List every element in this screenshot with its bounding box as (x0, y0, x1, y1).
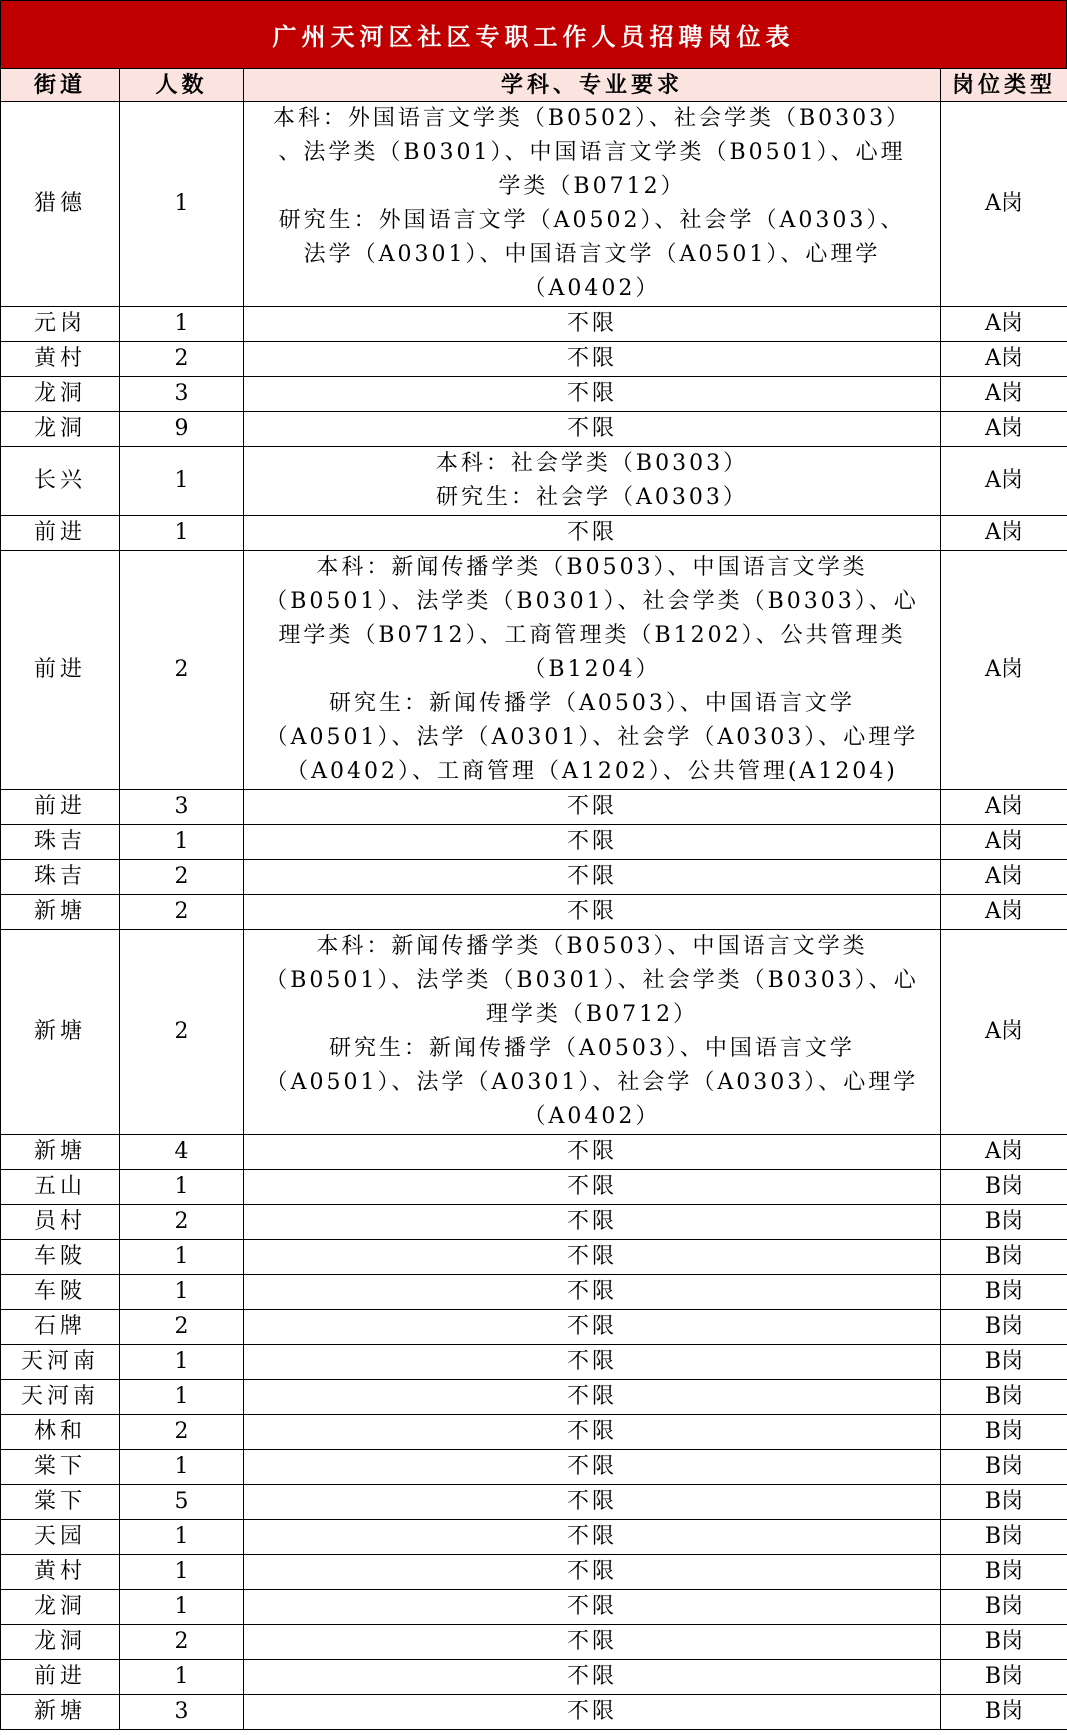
count-cell: 5 (120, 1485, 244, 1520)
street-cell: 天河南 (1, 1380, 120, 1415)
major-cell (244, 1415, 941, 1450)
street-cell: 珠吉 (1, 860, 120, 895)
type-cell: B岗 (941, 1205, 1067, 1240)
major-cell (244, 516, 941, 551)
count-cell: 9 (120, 412, 244, 447)
street-cell: 前进 (1, 551, 120, 790)
major-line: 不限 (566, 1629, 617, 1654)
street-cell: 车陂 (1, 1240, 120, 1275)
header-row (1, 69, 1067, 102)
table-row (1, 1380, 1067, 1415)
count-cell: 1 (120, 1450, 244, 1485)
street-cell: 前进 (1, 1660, 120, 1695)
major-cell (244, 1485, 941, 1520)
count-cell: 3 (120, 790, 244, 825)
type-cell: B岗 (941, 1310, 1067, 1345)
street-cell: 前进 (1, 790, 120, 825)
major-line: 不限 (566, 1244, 617, 1269)
major-cell (244, 930, 941, 1135)
type-cell: B岗 (941, 1625, 1067, 1660)
count-cell: 1 (120, 825, 244, 860)
type-cell: A岗 (941, 412, 1067, 447)
table-row (1, 1310, 1067, 1345)
street-cell: 猎德 (1, 102, 120, 307)
major-line: 不限 (566, 1454, 617, 1479)
type-cell: A岗 (941, 895, 1067, 930)
count-cell: 1 (120, 1275, 244, 1310)
page-title: 广州天河区社区专职工作人员招聘岗位表 (0, 0, 1067, 68)
major-cell (244, 1135, 941, 1170)
table-row (1, 1415, 1067, 1450)
header-count: 人数 (120, 69, 244, 102)
table-row (1, 895, 1067, 930)
table-row (1, 1520, 1067, 1555)
major-cell (244, 342, 941, 377)
table-row (1, 1170, 1067, 1205)
major-line: 本科：社会学类（B0303） (435, 451, 749, 476)
type-cell: B岗 (941, 1380, 1067, 1415)
major-cell (244, 1450, 941, 1485)
major-cell (244, 307, 941, 342)
table-row (1, 790, 1067, 825)
count-cell: 1 (120, 1240, 244, 1275)
major-line: 理学类（B0712） (485, 1002, 699, 1027)
type-cell: A岗 (941, 377, 1067, 412)
count-cell: 2 (120, 895, 244, 930)
major-cell (244, 412, 941, 447)
count-cell: 2 (120, 1310, 244, 1345)
table-row (1, 1240, 1067, 1275)
table-row (1, 342, 1067, 377)
type-cell: B岗 (941, 1275, 1067, 1310)
table-row (1, 1485, 1067, 1520)
major-line: 不限 (566, 1349, 617, 1374)
major-line: 不限 (566, 381, 617, 406)
major-cell (244, 1240, 941, 1275)
major-line: 不限 (566, 1384, 617, 1409)
type-cell: A岗 (941, 516, 1067, 551)
street-cell: 龙洞 (1, 377, 120, 412)
table-row (1, 102, 1067, 307)
street-cell: 黄村 (1, 1555, 120, 1590)
major-cell (244, 1205, 941, 1240)
street-cell: 五山 (1, 1170, 120, 1205)
major-cell (244, 1310, 941, 1345)
street-cell: 长兴 (1, 447, 120, 516)
major-line: 法学（A0301）、中国语言文学（A0501）、心理学 (303, 242, 881, 267)
major-line: 研究生：外国语言文学（A0502）、社会学（A0303）、 (278, 208, 906, 233)
type-cell: A岗 (941, 342, 1067, 377)
table-row (1, 1450, 1067, 1485)
table-row (1, 1135, 1067, 1170)
major-line: （B0501）、法学类（B0301）、社会学类（B0303）、心 (265, 968, 919, 993)
major-line: 不限 (566, 1664, 617, 1689)
major-line: 不限 (566, 416, 617, 441)
type-cell: B岗 (941, 1520, 1067, 1555)
major-cell (244, 895, 941, 930)
major-cell (244, 1555, 941, 1590)
count-cell: 1 (120, 1170, 244, 1205)
street-cell: 龙洞 (1, 1590, 120, 1625)
major-line: 研究生：社会学（A0303） (436, 485, 748, 510)
street-cell: 天河南 (1, 1345, 120, 1380)
table-row (1, 1625, 1067, 1660)
major-line: 不限 (566, 1279, 617, 1304)
major-cell (244, 860, 941, 895)
major-line: 不限 (566, 1139, 617, 1164)
count-cell: 1 (120, 102, 244, 307)
count-cell: 1 (120, 1555, 244, 1590)
count-cell: 2 (120, 342, 244, 377)
major-cell (244, 447, 941, 516)
count-cell: 1 (120, 1590, 244, 1625)
type-cell: B岗 (941, 1485, 1067, 1520)
major-cell (244, 825, 941, 860)
table-row (1, 551, 1067, 790)
type-cell: B岗 (941, 1345, 1067, 1380)
table-row (1, 1590, 1067, 1625)
count-cell: 1 (120, 1380, 244, 1415)
major-line: 不限 (566, 1524, 617, 1549)
recruitment-table (0, 68, 1067, 1730)
major-line: 不限 (566, 1594, 617, 1619)
table-row (1, 447, 1067, 516)
major-line: 不限 (566, 1559, 617, 1584)
table-row (1, 1660, 1067, 1695)
major-line: （A0402）、工商管理（A1202）、公共管理(A1204) (286, 759, 898, 784)
major-line: （B1204） (523, 657, 661, 682)
table-row (1, 1555, 1067, 1590)
header-type: 岗位类型 (941, 69, 1067, 102)
major-cell (244, 1660, 941, 1695)
major-line: 理学类（B0712）、工商管理类（B1202）、公共管理类 (278, 623, 906, 648)
street-cell: 元岗 (1, 307, 120, 342)
type-cell: A岗 (941, 860, 1067, 895)
table-row (1, 860, 1067, 895)
street-cell: 棠下 (1, 1485, 120, 1520)
major-line: （A0501）、法学（A0301）、社会学（A0303）、心理学 (265, 725, 919, 750)
count-cell: 4 (120, 1135, 244, 1170)
street-cell: 龙洞 (1, 1625, 120, 1660)
major-line: 不限 (566, 1314, 617, 1339)
count-cell: 1 (120, 307, 244, 342)
header-street: 街道 (1, 69, 120, 102)
major-cell (244, 790, 941, 825)
count-cell: 1 (120, 1345, 244, 1380)
type-cell: B岗 (941, 1415, 1067, 1450)
table-row (1, 412, 1067, 447)
street-cell: 新塘 (1, 895, 120, 930)
street-cell: 龙洞 (1, 412, 120, 447)
type-cell: B岗 (941, 1170, 1067, 1205)
major-cell (244, 1590, 941, 1625)
type-cell: A岗 (941, 1135, 1067, 1170)
table-row (1, 825, 1067, 860)
table-row (1, 1695, 1067, 1730)
street-cell: 珠吉 (1, 825, 120, 860)
type-cell: B岗 (941, 1240, 1067, 1275)
type-cell: A岗 (941, 307, 1067, 342)
type-cell: B岗 (941, 1450, 1067, 1485)
header-major: 学科、专业要求 (244, 69, 941, 102)
major-line: 本科：新闻传播学类（B0503）、中国语言文学类 (316, 934, 868, 959)
type-cell: A岗 (941, 825, 1067, 860)
major-line: 本科：外国语言文学类（B0502）、社会学类（B0303） (272, 106, 912, 131)
table-row (1, 307, 1067, 342)
major-cell (244, 1520, 941, 1555)
count-cell: 3 (120, 377, 244, 412)
street-cell: 黄村 (1, 342, 120, 377)
major-line: 不限 (566, 794, 617, 819)
major-line: 、法学类（B0301）、中国语言文学类（B0501）、心理 (278, 140, 906, 165)
major-line: 不限 (566, 1419, 617, 1444)
street-cell: 棠下 (1, 1450, 120, 1485)
count-cell: 2 (120, 1625, 244, 1660)
street-cell: 车陂 (1, 1275, 120, 1310)
major-line: 不限 (566, 899, 617, 924)
street-cell: 新塘 (1, 1695, 120, 1730)
type-cell: B岗 (941, 1590, 1067, 1625)
major-line: 本科：新闻传播学类（B0503）、中国语言文学类 (316, 555, 868, 580)
major-cell (244, 1170, 941, 1205)
major-line: 不限 (566, 311, 617, 336)
table-row (1, 516, 1067, 551)
count-cell: 2 (120, 1415, 244, 1450)
major-line: 研究生：新闻传播学（A0503）、中国语言文学 (329, 1036, 855, 1061)
type-cell: A岗 (941, 447, 1067, 516)
type-cell: A岗 (941, 790, 1067, 825)
street-cell: 新塘 (1, 930, 120, 1135)
table-body (1, 102, 1067, 1730)
table-row (1, 377, 1067, 412)
major-line: （A0402） (523, 276, 661, 301)
count-cell: 2 (120, 1205, 244, 1240)
count-cell: 1 (120, 1660, 244, 1695)
major-line: （A0501）、法学（A0301）、社会学（A0303）、心理学 (265, 1070, 919, 1095)
major-cell (244, 1380, 941, 1415)
count-cell: 2 (120, 551, 244, 790)
major-line: （A0402） (523, 1104, 661, 1129)
major-line: 不限 (566, 346, 617, 371)
type-cell: B岗 (941, 1555, 1067, 1590)
type-cell: A岗 (941, 930, 1067, 1135)
street-cell: 员村 (1, 1205, 120, 1240)
count-cell: 2 (120, 930, 244, 1135)
table-row (1, 1275, 1067, 1310)
major-cell (244, 377, 941, 412)
street-cell: 石牌 (1, 1310, 120, 1345)
major-line: 不限 (566, 1209, 617, 1234)
major-line: 研究生：新闻传播学（A0503）、中国语言文学 (329, 691, 855, 716)
major-cell (244, 1345, 941, 1380)
major-line: 不限 (566, 1174, 617, 1199)
street-cell: 天园 (1, 1520, 120, 1555)
major-cell (244, 1275, 941, 1310)
type-cell: A岗 (941, 102, 1067, 307)
major-line: 不限 (566, 829, 617, 854)
major-line: 不限 (566, 1699, 617, 1724)
count-cell: 1 (120, 447, 244, 516)
major-line: 不限 (566, 864, 617, 889)
table-row (1, 1345, 1067, 1380)
type-cell: B岗 (941, 1695, 1067, 1730)
major-cell (244, 551, 941, 790)
count-cell: 1 (120, 516, 244, 551)
type-cell: B岗 (941, 1660, 1067, 1695)
type-cell: A岗 (941, 551, 1067, 790)
count-cell: 1 (120, 1520, 244, 1555)
table-row (1, 1205, 1067, 1240)
major-line: 不限 (566, 520, 617, 545)
major-cell (244, 102, 941, 307)
street-cell: 新塘 (1, 1135, 120, 1170)
major-line: （B0501）、法学类（B0301）、社会学类（B0303）、心 (265, 589, 919, 614)
major-cell (244, 1695, 941, 1730)
table-row (1, 930, 1067, 1135)
major-line: 不限 (566, 1489, 617, 1514)
major-cell (244, 1625, 941, 1660)
street-cell: 林和 (1, 1415, 120, 1450)
street-cell: 前进 (1, 516, 120, 551)
table-header (1, 69, 1067, 102)
count-cell: 2 (120, 860, 244, 895)
major-line: 学类（B0712） (498, 174, 686, 199)
count-cell: 3 (120, 1695, 244, 1730)
